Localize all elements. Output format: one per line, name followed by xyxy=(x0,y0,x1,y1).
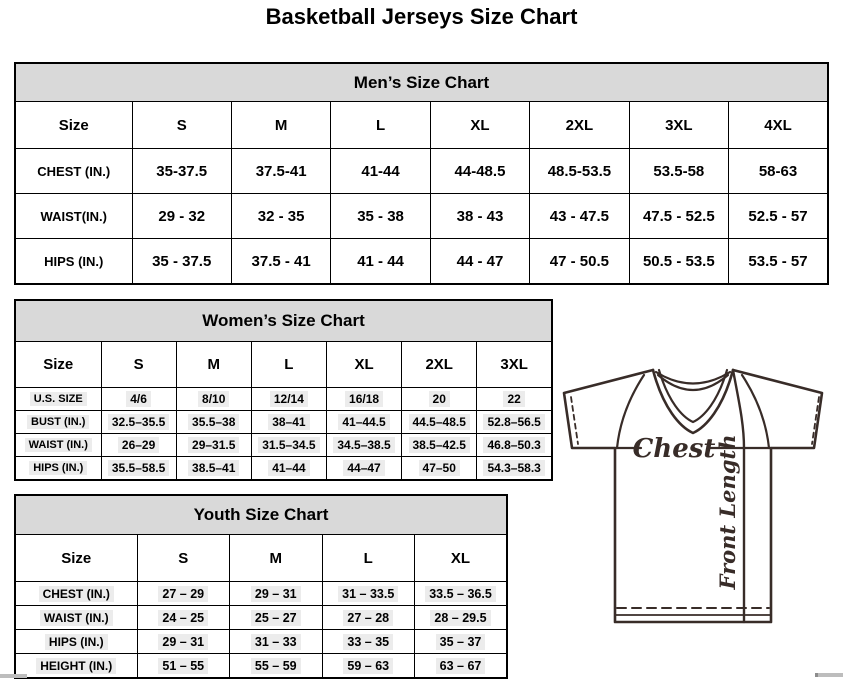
youth-size-chart-section xyxy=(14,494,508,679)
womens-size-value-cell: 35.5–38 xyxy=(176,411,251,434)
page-title: Basketball Jerseys Size Chart xyxy=(265,4,578,29)
womens-size-value-cell: 35.5–58.5 xyxy=(101,457,176,481)
mens-column-header: 2XL xyxy=(530,102,629,149)
mens-size-value-cell: 44-48.5 xyxy=(430,149,529,194)
youth-column-header: Size xyxy=(15,535,137,582)
womens-chart-title: Women’s Size Chart xyxy=(15,300,552,342)
mens-table-row xyxy=(15,194,828,239)
womens-table-row xyxy=(15,411,552,434)
womens-column-header: 2XL xyxy=(402,342,477,388)
youth-size-value-cell: 24 – 25 xyxy=(137,606,230,630)
mens-size-chart-section xyxy=(14,62,829,285)
youth-size-value-cell: 35 – 37 xyxy=(415,630,508,654)
youth-table-row xyxy=(15,582,507,606)
mens-size-value-cell: 48.5-53.5 xyxy=(530,149,629,194)
youth-size-value-cell: 51 – 55 xyxy=(137,654,230,679)
mens-column-header: 3XL xyxy=(629,102,728,149)
youth-chart-title: Youth Size Chart xyxy=(15,495,507,535)
youth-row-label: HIPS (IN.) xyxy=(15,630,137,654)
womens-size-value-cell: 22 xyxy=(477,388,552,411)
womens-table-row xyxy=(15,388,552,411)
mens-size-value-cell: 35 - 37.5 xyxy=(132,239,231,285)
youth-table-row xyxy=(15,654,507,679)
womens-size-value-cell: 8/10 xyxy=(176,388,251,411)
youth-size-value-cell: 33 – 35 xyxy=(322,630,415,654)
mens-size-value-cell: 35-37.5 xyxy=(132,149,231,194)
youth-column-header: L xyxy=(322,535,415,582)
mens-size-chart-table xyxy=(14,62,829,285)
mens-column-header: M xyxy=(231,102,330,149)
mens-size-value-cell: 38 - 43 xyxy=(430,194,529,239)
front-length-label: Front Length xyxy=(715,434,740,590)
womens-size-value-cell: 12/14 xyxy=(251,388,326,411)
mens-size-value-cell: 41 - 44 xyxy=(331,239,430,285)
jersey-diagram xyxy=(556,362,834,628)
chest-label: Chest xyxy=(632,434,716,464)
youth-row-label: WAIST (IN.) xyxy=(15,606,137,630)
mens-size-value-cell: 35 - 38 xyxy=(331,194,430,239)
womens-size-value-cell: 16/18 xyxy=(326,388,401,411)
mens-size-value-cell: 50.5 - 53.5 xyxy=(629,239,728,285)
womens-size-chart-table xyxy=(14,299,553,481)
youth-size-value-cell: 31 – 33.5 xyxy=(322,582,415,606)
mens-column-header: XL xyxy=(430,102,529,149)
mens-row-label: HIPS (IN.) xyxy=(15,239,132,285)
womens-row-label: HIPS (IN.) xyxy=(15,457,101,481)
womens-size-value-cell: 34.5–38.5 xyxy=(326,434,401,457)
youth-size-value-cell: 29 – 31 xyxy=(230,582,323,606)
mens-size-value-cell: 32 - 35 xyxy=(231,194,330,239)
womens-size-value-cell: 26–29 xyxy=(101,434,176,457)
mens-size-value-cell: 37.5 - 41 xyxy=(231,239,330,285)
youth-size-chart-table xyxy=(14,494,508,679)
youth-size-value-cell: 55 – 59 xyxy=(230,654,323,679)
youth-size-value-cell: 31 – 33 xyxy=(230,630,323,654)
womens-size-chart-section xyxy=(14,299,553,481)
mens-size-value-cell: 52.5 - 57 xyxy=(729,194,828,239)
womens-column-header: 3XL xyxy=(477,342,552,388)
mens-row-label: WAIST(IN.) xyxy=(15,194,132,239)
youth-column-header: S xyxy=(137,535,230,582)
womens-column-header: S xyxy=(101,342,176,388)
youth-size-value-cell: 29 – 31 xyxy=(137,630,230,654)
womens-size-value-cell: 32.5–35.5 xyxy=(101,411,176,434)
youth-table-row xyxy=(15,606,507,630)
youth-size-value-cell: 28 – 29.5 xyxy=(415,606,508,630)
mens-size-value-cell: 47.5 - 52.5 xyxy=(629,194,728,239)
jersey-cuff-dash-left xyxy=(571,397,578,444)
womens-column-header: L xyxy=(251,342,326,388)
mens-size-value-cell: 37.5-41 xyxy=(231,149,330,194)
mens-chart-title: Men’s Size Chart xyxy=(15,63,828,102)
youth-row-label: CHEST (IN.) xyxy=(15,582,137,606)
horizontal-scrollbar-fragment-right[interactable] xyxy=(815,673,843,677)
youth-size-value-cell: 27 – 29 xyxy=(137,582,230,606)
youth-size-value-cell: 27 – 28 xyxy=(322,606,415,630)
womens-row-label: WAIST (IN.) xyxy=(15,434,101,457)
mens-size-value-cell: 47 - 50.5 xyxy=(530,239,629,285)
womens-size-value-cell: 29–31.5 xyxy=(176,434,251,457)
mens-size-value-cell: 53.5-58 xyxy=(629,149,728,194)
womens-size-value-cell: 4/6 xyxy=(101,388,176,411)
youth-size-value-cell: 33.5 – 36.5 xyxy=(415,582,508,606)
horizontal-scrollbar-fragment-left[interactable] xyxy=(0,674,27,678)
womens-table-row xyxy=(15,457,552,481)
mens-row-label: CHEST (IN.) xyxy=(15,149,132,194)
mens-column-header: S xyxy=(132,102,231,149)
jersey-armhole-right xyxy=(742,375,769,448)
youth-size-value-cell: 59 – 63 xyxy=(322,654,415,679)
womens-size-value-cell: 47–50 xyxy=(402,457,477,481)
mens-column-header: L xyxy=(331,102,430,149)
mens-size-value-cell: 29 - 32 xyxy=(132,194,231,239)
womens-size-value-cell: 20 xyxy=(402,388,477,411)
mens-size-value-cell: 41-44 xyxy=(331,149,430,194)
youth-column-header: M xyxy=(230,535,323,582)
mens-size-value-cell: 43 - 47.5 xyxy=(530,194,629,239)
jersey-outline xyxy=(564,370,822,622)
mens-size-value-cell: 44 - 47 xyxy=(430,239,529,285)
womens-size-value-cell: 31.5–34.5 xyxy=(251,434,326,457)
mens-column-header: Size xyxy=(15,102,132,149)
womens-column-header: Size xyxy=(15,342,101,388)
womens-row-label: U.S. SIZE xyxy=(15,388,101,411)
womens-size-value-cell: 38.5–42.5 xyxy=(402,434,477,457)
womens-column-header: M xyxy=(176,342,251,388)
mens-table-row xyxy=(15,149,828,194)
youth-table-row xyxy=(15,630,507,654)
youth-size-value-cell: 63 – 67 xyxy=(415,654,508,679)
mens-size-value-cell: 58-63 xyxy=(729,149,828,194)
mens-table-row xyxy=(15,239,828,285)
womens-size-value-cell: 41–44.5 xyxy=(326,411,401,434)
womens-size-value-cell: 44.5–48.5 xyxy=(402,411,477,434)
womens-size-value-cell: 38–41 xyxy=(251,411,326,434)
youth-row-label: HEIGHT (IN.) xyxy=(15,654,137,679)
youth-column-header: XL xyxy=(415,535,508,582)
mens-column-header: 4XL xyxy=(729,102,828,149)
youth-size-value-cell: 25 – 27 xyxy=(230,606,323,630)
womens-size-value-cell: 54.3–58.3 xyxy=(477,457,552,481)
womens-size-value-cell: 46.8–50.3 xyxy=(477,434,552,457)
womens-size-value-cell: 41–44 xyxy=(251,457,326,481)
womens-column-header: XL xyxy=(326,342,401,388)
womens-size-value-cell: 38.5–41 xyxy=(176,457,251,481)
womens-row-label: BUST (IN.) xyxy=(15,411,101,434)
womens-size-value-cell: 44–47 xyxy=(326,457,401,481)
mens-size-value-cell: 53.5 - 57 xyxy=(729,239,828,285)
womens-table-row xyxy=(15,434,552,457)
womens-size-value-cell: 52.8–56.5 xyxy=(477,411,552,434)
